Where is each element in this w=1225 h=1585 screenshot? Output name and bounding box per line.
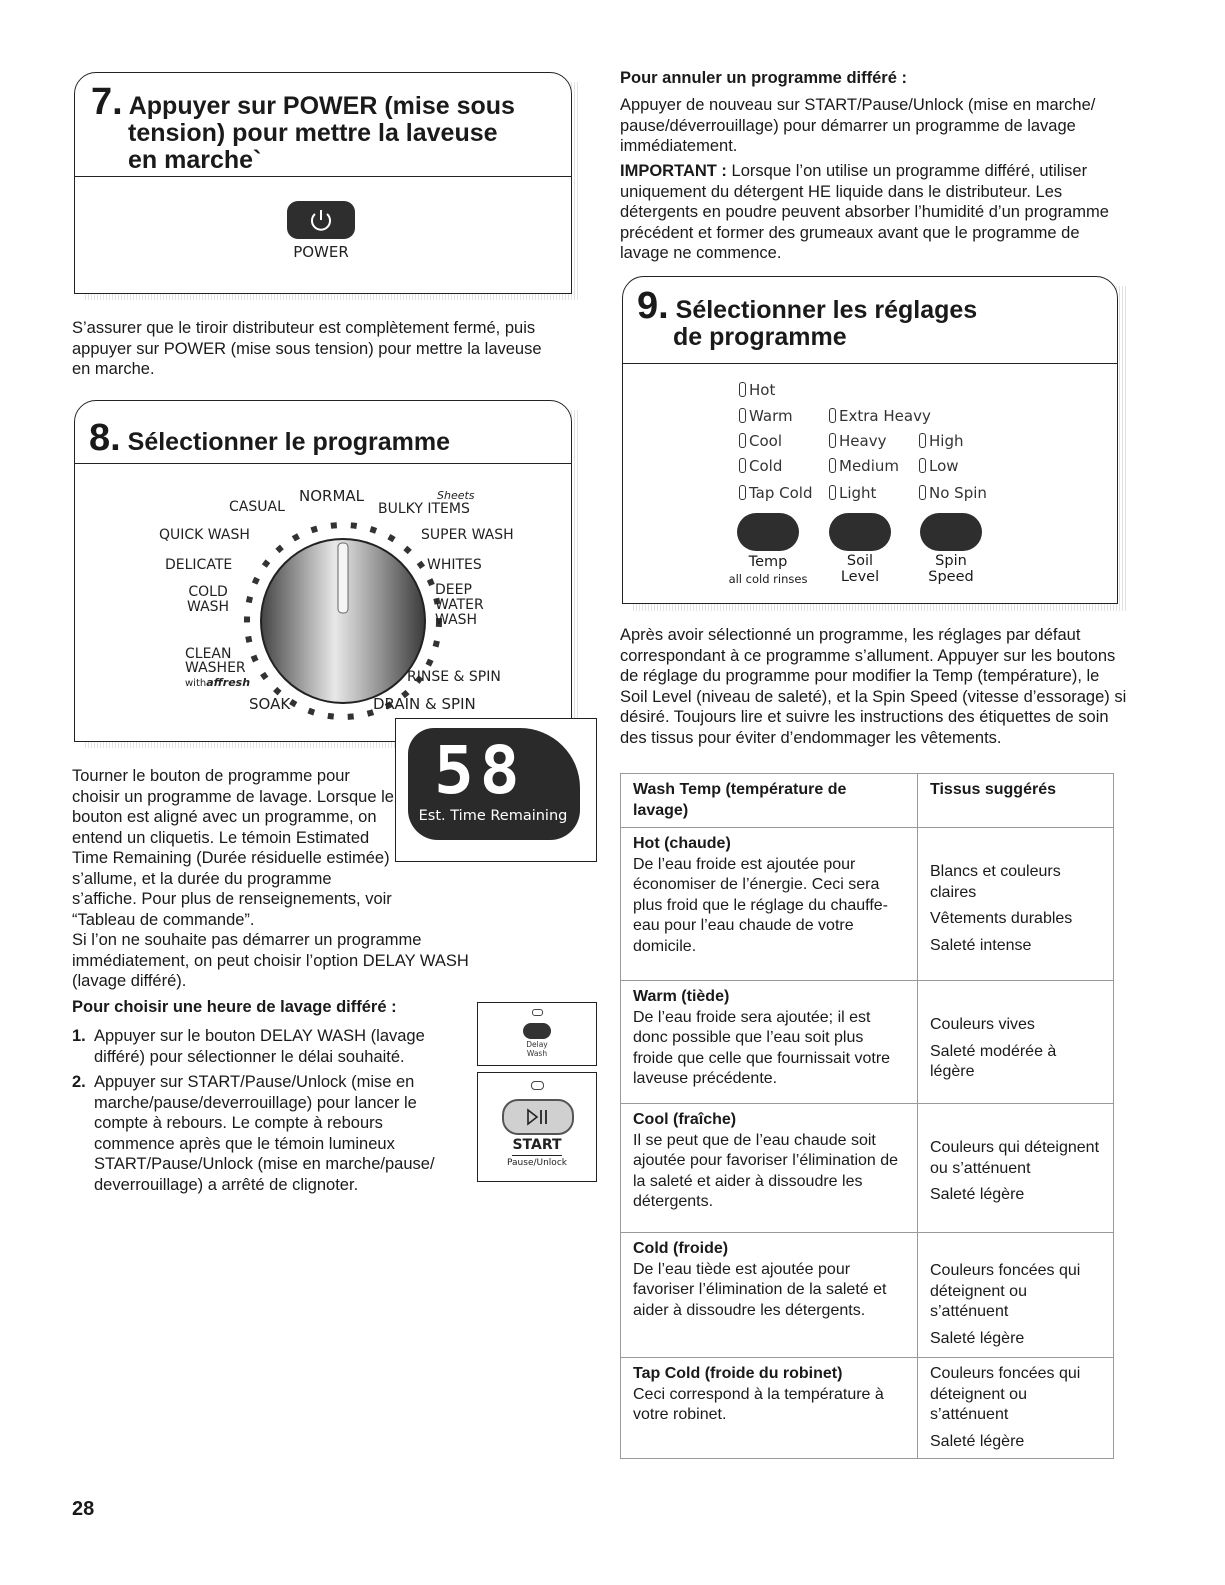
delay-step-1 — [72, 1026, 467, 1067]
dial-deep-water-wash — [435, 583, 484, 628]
start-box — [477, 1072, 597, 1182]
spin-low: Low — [919, 457, 959, 475]
start-pause-button[interactable] — [502, 1099, 574, 1135]
step8-text1: Tourner le bouton de programme pour choisir un programme de lavage. Lorsque le bouton est aligné avec un programme, on entend un cliquetis. Le témoin Estimated Time Remaining (Durée résiduelle estimée) s’allume, et la durée du programme s’affiche. Pour plus de renseignements, voir “Tableau de commande”. — [72, 767, 394, 929]
step9-box — [622, 276, 1118, 604]
step7-title-line1: Appuyer sur POWER (mise sous — [128, 92, 515, 120]
step7-box — [74, 72, 572, 294]
dial-bulky-items: BULKY ITEMS — [378, 501, 470, 517]
row-hot-fabric-2: Vêtements durables — [930, 910, 1073, 927]
row-tap-cold-fabric-1: Couleurs foncées qui déteignent ou s’atténuent — [930, 1365, 1081, 1423]
step9-title-line2: de programme — [673, 323, 847, 351]
step8-number: 8. — [89, 417, 121, 459]
spin-label-1: Spin — [935, 553, 967, 569]
delay-wash-label — [508, 1041, 566, 1058]
start-label: START — [512, 1137, 562, 1153]
delay-wash-box — [477, 1002, 597, 1066]
power-button[interactable] — [287, 201, 355, 239]
row-tap-cold-fabric-2: Saleté légère — [930, 1432, 1025, 1450]
cancel-heading: Pour annuler un programme différé : — [620, 69, 907, 87]
table-row — [621, 1104, 1114, 1233]
step8-title — [89, 417, 450, 460]
step7-number: 7. — [91, 81, 123, 123]
delay-label-2: Wash — [526, 1048, 548, 1058]
start-underline — [512, 1155, 562, 1156]
spin-speed-button[interactable] — [920, 513, 982, 551]
step7-title-line3: en marche` — [128, 146, 262, 174]
dial-whites: WHITES — [427, 557, 482, 573]
dial-clean-with: with — [185, 678, 207, 689]
row-warm-fabric-1: Couleurs vives — [930, 1016, 1035, 1033]
important-body: Lorsque l’on utilise un programme différé, utiliser uniquement du détergent HE liquide dans le distributeur. Les détergents en poudre peuvent absorber l’humidité d’un programme précédent et former des grumeaux avant que le programme de lavage ne commence. — [620, 162, 1109, 262]
time-display — [408, 728, 580, 840]
delay-step-2 — [72, 1072, 467, 1195]
time-remaining-label: Est. Time Remaining — [418, 808, 568, 824]
dial-deep-l1: DEEP — [435, 582, 472, 598]
step9-title-line1: Sélectionner les réglages — [675, 296, 978, 324]
dial-quick-wash: QUICK WASH — [159, 527, 250, 543]
row-cool-name: Cool (fraîche) — [633, 1111, 737, 1128]
row-cold-fabric-1: Couleurs foncées qui déteignent ou s’atténuent — [930, 1262, 1081, 1320]
step7-title-line2: tension) pour mettre la laveuse — [128, 119, 498, 147]
table-row — [621, 828, 1114, 981]
row-tap-cold-desc: Ceci correspond à la température à votre robinet. — [633, 1385, 884, 1423]
soil-level-button[interactable] — [829, 513, 891, 551]
delay-step-1-num: 1. — [72, 1027, 86, 1045]
wash-temp-table — [620, 773, 1114, 1459]
step9-title — [637, 285, 978, 351]
dial-super-wash: SUPER WASH — [421, 527, 514, 543]
temp-cool: Cool — [739, 432, 782, 450]
dial-clean-washer — [185, 647, 250, 691]
program-dial[interactable] — [243, 521, 443, 721]
table-header-fabrics: Tissus suggérés — [918, 774, 1114, 828]
dial-normal: NORMAL — [299, 487, 365, 505]
spin-label-2: Speed — [928, 569, 974, 585]
temp-tap-cold: Tap Cold — [739, 484, 813, 502]
row-cold-name: Cold (froide) — [633, 1240, 729, 1257]
row-hot-desc: De l’eau froide est ajoutée pour économiser de l’énergie. Ceci sera plus froid que le réglage du chauffe-eau pour l’eau chaude de votre domicile. — [633, 855, 888, 955]
important-label: IMPORTANT : — [620, 162, 727, 180]
table-header-row — [621, 774, 1114, 828]
dial-drain-spin: DRAIN & SPIN — [373, 695, 476, 713]
play-pause-icon — [504, 1101, 572, 1133]
row-hot-fabric-3: Saleté intense — [930, 936, 1032, 954]
spin-high: High — [919, 432, 963, 450]
soil-label-2: Level — [840, 569, 880, 585]
table-header-wash-temp: Wash Temp (température de lavage) — [621, 774, 918, 828]
dial-rinse-spin: RINSE & SPIN — [407, 669, 501, 685]
temp-warm: Warm — [739, 407, 793, 425]
dial-cold-wash-l2: WASH — [187, 599, 230, 615]
dial-clean-affresh: affresh — [206, 676, 251, 689]
delay-step-2-text: Appuyer sur START/Pause/Unlock (mise en marche/pause/deverrouillage) pour lancer le compte à rebours. Le compte à rebours commence après que le témoin lumineux START/Pause/Unlock (mise en marche/pause/ deverrouillage) a arrêté de clignoter. — [94, 1073, 435, 1194]
soil-light: Light — [829, 484, 876, 502]
dial-deep-l2: WATER — [435, 597, 484, 613]
delay-step-2-num: 2. — [72, 1073, 86, 1091]
step9-text: Après avoir sélectionné un programme, les réglages par défaut correspondant à ce programme s’allument. Appuyer sur les boutons de réglage du programme pour modifier la Temp (température), le Soil Level (niveau de saleté), et la Spin Speed (vitesse d’essorage) si désiré. Toujours lire et suivre les instructions des étiquettes de soin des tissus pour éviter d’endommager les vêtements. — [620, 626, 1127, 747]
cancel-text: Appuyer de nouveau sur START/Pause/Unlock (mise en marche/ pause/déverrouillage) pour démarrer un programme de lavage immédiatement. — [620, 96, 1096, 155]
row-hot-fabric-1: Blancs et couleurs claires — [930, 863, 1061, 901]
spin-no-spin: No Spin — [919, 484, 987, 502]
row-cold-fabric-2: Saleté légère — [930, 1329, 1025, 1347]
dial-sheets: Sheets — [437, 489, 475, 502]
dial-delicate: DELICATE — [165, 557, 233, 573]
row-warm-name: Warm (tiède) — [633, 988, 730, 1005]
dial-clean-l1: CLEAN — [185, 646, 232, 662]
dial-clean-l2: WASHER — [185, 660, 246, 676]
dial-soak: SOAK — [249, 695, 291, 713]
row-cool-desc: Il se peut que de l’eau chaude soit ajoutée pour favoriser l’élimination de la saleté et aider à dissoudre les détergents. — [633, 1131, 899, 1210]
dial-casual: CASUAL — [229, 499, 285, 515]
row-warm-desc: De l’eau froide sera ajoutée; il est donc possible que l’eau soit plus froide que celle que fournissait votre laveuse précédente. — [633, 1008, 891, 1087]
soil-button-label — [810, 553, 910, 585]
temp-button-label — [718, 553, 818, 587]
row-warm-fabric-2: Saleté modérée à légère — [930, 1042, 1057, 1080]
step8-title-text: Sélectionner le programme — [127, 428, 450, 456]
table-row — [621, 981, 1114, 1104]
step8-box — [74, 400, 572, 742]
start-sublabel: Pause/Unlock — [507, 1158, 567, 1168]
step7-text: S’assurer que le tiroir distributeur est complètement fermé, puis appuyer sur POWER (mise sous tension) pour mettre la laveuse en marche. — [72, 319, 542, 378]
power-label: POWER — [293, 243, 349, 261]
temp-cold: Cold — [739, 457, 782, 475]
dial-cold-wash — [187, 585, 229, 615]
important-text — [620, 161, 1128, 264]
soil-heavy: Heavy — [829, 432, 886, 450]
temp-label-2: all cold rinses — [728, 572, 808, 586]
delay-wash-button[interactable] — [523, 1023, 551, 1039]
time-digits: 58 — [434, 732, 526, 809]
row-cool-fabric-1: Couleurs qui déteignent ou s’atténuent — [930, 1139, 1100, 1177]
row-tap-cold-name: Tap Cold (froide du robinet) — [633, 1365, 843, 1382]
row-hot-name: Hot (chaude) — [633, 835, 731, 852]
power-icon — [287, 201, 355, 239]
dial-cold-wash-l1: COLD — [188, 584, 228, 600]
start-indicator-icon — [531, 1081, 544, 1090]
soil-label-1: Soil — [846, 553, 874, 569]
page-number: 28 — [72, 1498, 95, 1520]
delay-heading: Pour choisir une heure de lavage différé : — [72, 998, 397, 1016]
table-row — [621, 1358, 1114, 1459]
delay-indicator-icon — [532, 1009, 543, 1016]
spin-button-label — [901, 553, 1001, 585]
step8-text2: Si l’on ne souhaite pas démarrer un programme immédiatement, on peut choisir l’option DELAY WASH (lavage différé). — [72, 931, 469, 990]
soil-extra-heavy: Extra Heavy — [829, 407, 931, 425]
table-row — [621, 1233, 1114, 1358]
row-cold-desc: De l’eau tiède est ajoutée pour favoriser l’élimination de la saleté et aider à dissoudre les détergents. — [633, 1260, 887, 1319]
dial-deep-l3: WASH — [435, 612, 478, 628]
row-cool-fabric-2: Saleté légère — [930, 1186, 1025, 1203]
step7-title — [91, 81, 515, 174]
delay-step-1-text: Appuyer sur le bouton DELAY WASH (lavage différé) pour sélectionner le délai souhaité. — [94, 1027, 425, 1066]
step9-number: 9. — [637, 285, 669, 327]
temp-label-1: Temp — [748, 554, 788, 570]
temp-button[interactable] — [737, 513, 799, 551]
temp-hot: Hot — [739, 381, 775, 399]
delay-label-1: Delay — [526, 1040, 548, 1049]
soil-medium: Medium — [829, 457, 899, 475]
